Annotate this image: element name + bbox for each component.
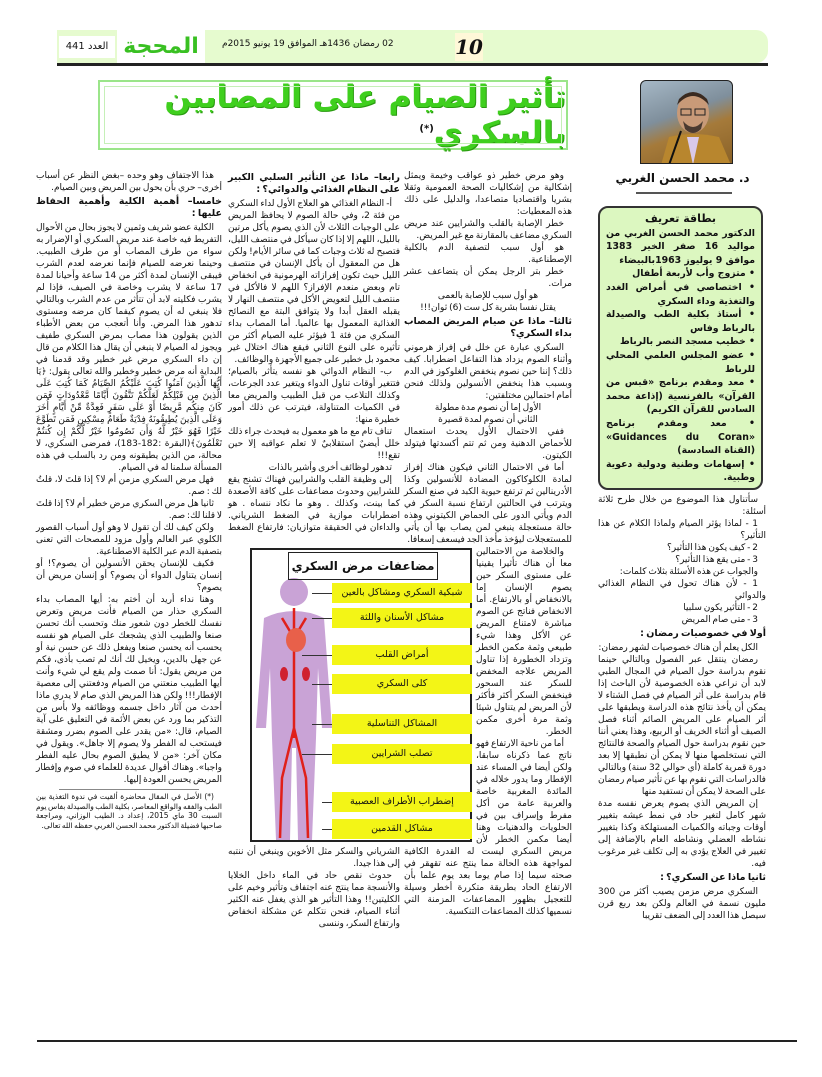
article-title: تأثير الصيام على المصابين بالسكري(*) (164, 79, 566, 151)
paragraph: ب- النظام الدوائي هو نفسه يتأثر بالصيام؛ فتتغير أوقات تناول الدواء ويتغير عدد الجرعات، وكذلك التلاعب من قبل الطبيب والمريض معا في الكميات المتناولة، فيترتب عن ذلك أمور خطيرة منها: (228, 367, 400, 425)
portrait-icon (641, 81, 733, 164)
paragraph: أ- النظام الغذائي هو العلاج الأول لداء السكري من فئة 2، وفي حالة الصوم لا يحافظ المريض على الوجبات الثلاث لأن الذي يصوم يأكل مرتين بالليل، اللهم إلا إذا كان سيأكل في منتصف الليل، فتصبح له ثلاث وجبات كما في سائر الأيام! ولكن هل من المعقول أن يأكل الإنسان في منتصف الليل حيث تكون إفرازاته الهرمونية في انخفاض تام وبعض منعدم الإفراز؟ اللهم لا فالأكل في منتصف الليل لتعويض الأكل في منتصف النهار لا يقبله العقل أبدا ولا يتوافق البتة مع النصائح الغذائية المعمول بها عالميا. أما المصاب بداء السكري من فئة 1 فيؤثر عليه الصيام أكثر من تأثيره على النوع الثاني فيقع هناك اختلال غير محمود بل خطير على جميع الأجهزة والوظائف. (228, 199, 400, 365)
paragraph: هذا الاجتفاف وهو وحده –بغض النظر عن أسباب أخرى– حري بأن يحول بين المريض وبين الصيام. (36, 171, 222, 193)
paragraph: أما في الاحتمال الثاني فيكون هناك إفراز لمادة الكلوكاكون المضادة للأنسولين وكذا الأدرينالين ثم ترتفع حيوية الكبد في صنع السكر ويترتب في الحالتين ارتفاع نسبة السكر في الدم ويأتي الدور على الحماض الكيتوني وهذه حالة مستعجلة ينبغي لمن يصاب بها أن يأتي للمستعجلات ليؤخذ مأخذ الجد فيسعف إسعافا. (404, 463, 572, 545)
paragraph: خطر بتر الرجل يمكن أن يتضاعف عشر مرات. (404, 267, 572, 289)
footnote-text: (*) الأصل في المقال محاضرة ألقيت في ندوة التغذية بين الطب والفقه والواقع المعاصر، بكلية الطب والصيدلة بفاس يوم السبت 30 ماي 2015، إعداد د. الطيب الوزاني، ومراجعة صاحبها فضيلة الدكتور محمد الحسن الغربي حفظه الله تعالى. (36, 792, 222, 830)
paragraph: إلى وظيفة القلب والشرايين فهناك تشنج يقع للشرايين وحدوث مضاعفات على كافة الأصعدة كما بينت، وكذلك . وهو ما نكاد ننساه . هو اضطرابات موازية في الضغط الشرياني. والداءان في الحقيقة متوازيان: فارتفاع الضغط الشرياني والسكر مثل الأخوين وينبغي أن ننتبه إلى هذا جيدا. (228, 475, 400, 869)
bio-item: • اختصاصي في أمراض الغدد والتغذية وداء السكري (606, 281, 755, 307)
bio-heading: بطاقة تعريف (644, 212, 717, 225)
complication-label: المشاكل التناسلية (332, 714, 472, 734)
complication-label: إضطراب الأطراف العصبية (332, 792, 472, 812)
question: 2 - كيف يكون هذا التأثير؟ (667, 543, 758, 553)
paragraph: أما من ناحية الارتفاع فهو ناتج عما ذكرناه سابقا، ولكن أيضا في المساء عند الإفطار وما يدور خلاله في المائدة المغربية خاصة والعربية عامة من أكل مفرط وإسراف بين في الحلويات والدهنيات وهنا أيضا مكمن الخطر لأن مريض السكري ليست له القدرة الكافية لمواجهة هذه الحالة مما ينتج عنه تقهقر في صحته سيما إذا صام يوما بعد يوم علما بأن الارتفاع الحاد بطريقة متكررة أخطر وسيلة للتعجيل بظهور المضاعفات المزمنة التي نسميها كذلك المضاعفات التنكسية. (404, 739, 572, 917)
author-photo (640, 80, 733, 164)
question: 1 - لماذا يؤثر الصيام ولماذا الكلام عن هذا التأثير؟ (598, 519, 766, 541)
paragraph: الكلية عضو شريف وثمين لا يجوز بحال من الأحوال التفريط فيه خاصة عند مريض السكري أو الإضرار به سواء من طرف المصاب أو من طرف الطبيب. وحينما نعرضه للصيام فإنما نعرضه لعدم الشرب فيبقى الإنسان لمدة أكثر من 14 ساعة وأحيانا لمدة 17 ساعة لا يشرب وخاصة في الصيف، فإذا لم يشرب فكليته لابد أن تتأثر من عدم الشرب وبالتالي فلا ينبغي له أن يصوم كيفما كان مرضه ومستوى تدهور هذا المرض. وأنا أتعجب من بعض الأطباء الذين يقولون هذا مصاب بمرض السكري طفيف ويجوز له الصيام لا ينبغي أن يقال هذا الكلام من قال إن داء السكري مرض غير خطير وقد قدمنا في البداية أنه مرض خطير وخطير والله تعالى يقول: ﴿يَا أَيُّهَا الَّذِينَ آمَنُوا كُتِبَ عَلَيْكُمُ الصِّيَامُ كَمَا كُتِبَ عَلَى الَّذِينَ مِن قَبْلِكُمْ لَعَلَّكُمْ تَتَّقُونَ أَيَّامًا مَّعْدُودَاتٍ فَمَن كَانَ مِنكُم مَّرِيضًا أَوْ عَلَى سَفَرٍ فَعِدَّةٌ مِّنْ أَيَّامٍ أُخَرَ وَعَلَى الَّذِينَ يُطِيقُونَهُ فِدْيَةٌ طَعَامُ مِسْكِينٍ فَمَن تَطَوَّعَ خَيْرًا فَهُوَ خَيْرٌ لَّهُ وَأَن تَصُومُوا خَيْرٌ لَّكُمْ إِن كُنتُمْ تَعْلَمُونَ﴾(البقرة :182-183)، فمرضى السكري، لا محالة، من الذين يطيقونه ومن رد بالسلب في هذه المسألة سلمنا له في الصيام. (36, 223, 223, 473)
author-name: د. محمد الحسن الغربي (615, 171, 750, 185)
paragraph: السكري عبارة عن خلل في إفراز هرموني وأثناء الصوم يزداد هذا التفاعل اضطرابا. كيف ذلك؟ إننا حين نصوم ينخفض الغلوكوز في الدم وبسبب هذا ينخفض الأنسولين ولذلك فنحن أمام احتمالين مختلفتين: (404, 343, 572, 401)
header-rule (57, 63, 768, 66)
paragraph: الثاني أن نصوم لمدة قصيرة (438, 415, 538, 425)
masthead (57, 30, 768, 63)
paragraph: والجواب عن هذه الأسئلة بثلاث كلمات: (619, 567, 758, 577)
paragraph: هو أول سبب للإصابة بالعمى (437, 291, 539, 301)
paragraph: الكل يعلم أن هناك خصوصيات لشهر رمضان: (598, 643, 758, 653)
author-bio-card (598, 206, 763, 490)
divider (636, 192, 732, 194)
paragraph: سأتناول هذا الموضوع من خلال طرح ثلاثة أسئلة: (598, 495, 766, 517)
answer: 1 - لأن هناك تحول في النظام الغذائي والدوائي (598, 579, 766, 601)
paragraph: رمضان ينتقل عبر الفصول وبالتالي حينما نقوم بدراسة حول الصيام في المجال الطبي لابد أن نراعي هذه الخصوصية لأن الباحث إذا قام بدراسة على أثر الصيام في فصل الشتاء لا يمكن أن يأخذ نتائج هذه الدراسة ويطبقها على أثر الصيام على المريض الصائم أثناء فصل الصيف أو أثناء الخريف أو الربيع، وهذا يعني أننا حين نقوم بدراسة حول الصيام والصحة فالنتائج التي نستخلصها منها لا يمكن أن نطبقها إلا بعد دورة قمرية كاملة (أي حوالي 32 سنة) وبالتالي فالدراسات التي نقوم بها عن تأثير صيام رمضان على الصحة لا يمكن أن نستفيد منها (598, 655, 767, 797)
bio-item: الدكتور محمد الحسن الغربي من مواليد 16 صفر الخير 1383 موافق 9 يوليوز 1963بالبيضاء (606, 227, 755, 266)
bio-item: • متزوج وأب لأربعة أطفال (632, 268, 755, 280)
bio-item: • إسهامات وطنية ودولية دعوية وطبية. (606, 458, 755, 484)
paragraph: فهل مرض السكري مزمن أم لا؟ إذا قلتَ لا، قلتُ لك : صم. (36, 475, 222, 497)
complication-label: تصلب الشرايين (332, 744, 472, 764)
paragraph: والخلاصة من الاحتمالين معا أن هناك تأثيرا يقينيا على مستوى السكر حين يصوم الإنسان إما بالانخفاض أو بالارتفاع. أما الانخفاض فناتج عن الصوم مباشرة لامتناع المريض عن الأكل وهذا شيء طبيعي وثمة مكمن الخطر وتزداد الخطورة إذا تناول المريض علاجه المخفض للسكر عند السحور فينخفض السكر أكثر فأكثر لأن المريض لم يتناول شيئا وثمة مرة أخرى مكمن الخطر. (476, 547, 572, 737)
complication-label: أمراض القلب (332, 645, 472, 665)
issue-number: العدد 441 (59, 36, 115, 58)
section-heading: رابعا– ماذا عن التأثير السلبي الكبير على النظام الغذائي والدوائي؟ : (228, 172, 400, 195)
section-heading: ثالثا– ماذا عن صيام المريض المصاب بداء السكري؟ (404, 316, 572, 339)
answer: 3 - متى صام المريض (681, 615, 758, 625)
complication-label: مشاكل الأسنان واللثة (332, 608, 472, 628)
paragraph: هو أول سبب لتصفية الدم بالكلية الإصطناعية. (404, 243, 572, 265)
paragraph: ولكن كيف لك أن تقول لا وهو أول أسباب القصور الكلوي عبر العالم وأول مزود للمصحات التي تعنى بتصفية الدم عبر الكلية الاصطناعية. (36, 523, 222, 557)
answer: 2 - التأثير يكون سلبيا (683, 603, 758, 613)
column-1 (598, 494, 766, 922)
question: 3 - متى يقع هذا التأثير؟ (675, 555, 758, 565)
paragraph: حدوث نقص حاد في الماء داخل الخلايا والأنسجة مما ينتج عنه اجتفاف وتأثير وخيم على الكليتين!! وهذا التأثير هو الذي يغفل عنه الكثير أثناء الصيام، فنحن نتكلم عن مشكلة انخفاض وارتفاع السكر، وننسى (228, 871, 400, 929)
publication-logo: المحجة (117, 30, 205, 63)
bio-item: • عضو المجلس العلمي المحلي للرباط (606, 349, 755, 375)
complication-label: شبكية السكري ومشاكل بالعين (332, 583, 472, 603)
page-number: 10 (455, 35, 483, 59)
section-heading: خامسا– أهمية الكلية وأهمية الحفاظ عليها : (36, 196, 222, 219)
paragraph: وهو مرض خطير ذو عواقب وخيمة ويمثل إشكالية من إشكاليات الصحة العمومية وثقلا بشريا واقتصاديا متصاعدا، والدليل على ذلك هذه المعطيات: (404, 171, 572, 217)
infographic-title: مضاعفات مرض السكري (288, 552, 438, 580)
paragraph: ثانيا هل مرض السكري مرض خطير أم لا؟ إذا قلتَ لا قلنا لك: صم. (36, 499, 222, 521)
complication-label: كلى السكري (332, 674, 472, 694)
bio-item: • خطيب مسجد النصر بالرباط (619, 336, 755, 348)
bio-item: • أستاذ بكلية الطب والصيدلة بالرباط وفاس (606, 309, 755, 334)
title-footnote-marker: (*) (419, 123, 434, 135)
footer-rule (37, 1040, 797, 1042)
bio-item: • معد ومقدم برنامج «قبس من القرآن» بالفرنسية (إذاعة محمد السادس للقرآن الكريم) (606, 377, 755, 416)
paragraph: يقتل نفسا بشرية كل ست (6) ثوان!!! (420, 303, 556, 313)
paragraph: خطر الإصابة بالقلب والشرايين عند مريض السكري مضاعف بالمقارنة مع غير المريض. (404, 219, 572, 241)
column-4 (36, 170, 222, 830)
section-heading: ثانيا ماذا عن السكري؟ : (660, 872, 766, 883)
paragraph: ففي الاحتمال الأول يحدث استعمال للأحماض الدهنية ومن ثم تتم أكسدتها فيتولد الكيتون. (404, 427, 572, 461)
paragraph: تناف تام مع ما هو معمول به فيحدث جراء ذلك خلل أيضيٌ استقلابيٌ لا تعلم عواقبه إلا حين تقع!!! (228, 427, 400, 461)
section-heading: أولا في خصوصيات رمضان : (640, 628, 766, 639)
paragraph: وهنا نداء أريد أن أختم به: أيها المصاب بداء السكري حذار من الصيام فأنت مريض وتعرض نفسك للخطر دون شعور منك وتحسب أنك تحسن صنعا والطبيب الذي يشجعك على الصيام هو نفسه يحسب أنه يحسن صنعا ويفعل ذلك عن حسن نية أو عن جهل بالدين، ويخيل لك أنك لم تصب بأذى، فكم من مريض يقول: أنا صمت ولم يقع لي شيء وأنت أيها الطبيب منعتني من الصيام ودفعتني إلى معصية الإفطار!!! ولكن هذا المريض الذي صام لا يدري ماذا أحدث من آثار داخل جسمه ووظائفه ولا بأس من التذكير بما ورد عن بعض الأئمة في التعليق على آية الصيام، قال: «من يقدر على الصوم بضرر ومشقة فيستحب له الفطر ولا يصوم إلا جاهل». ويقول في مكان آخر: «من لا يطيق الصوم بحال عليه الفطر واجبا». وهناك أقوال عديدة للعلماء في صوم وإفطار المريض يحسن العودة إليها. (36, 595, 222, 785)
paragraph: السكري مرض مزمن يصيب أكثر من 300 مليون نسمة في العالم ولكن بعد ربع قرن سيصل هذا العدد إلى الضعف تقريبا (598, 887, 766, 921)
bio-item: • معد ومقدم برنامج «Guidances du Coran» (القناة السادسة) (606, 417, 755, 457)
footnote-divider (59, 789, 199, 790)
paragraph: تدهور لوظائف أخرى وأشير بالذات (268, 463, 392, 473)
title-frame (98, 80, 568, 150)
paragraph: إن المريض الذي يصوم يعرض نفسه مدة شهر كامل لتغير حاد في نمط عيشه بتغيير أوقات وجباته والكميات المستهلكة وكذا بتغيير نشاطه العضلي ونشاطه العام بالإضافة إلى تغيير في العلاج يؤدي به إلى تكلف غير مرغوب فيه. (598, 799, 766, 869)
issue-date: 02 رمضان 1436هـ الموافق 19 يونيو 2015م (222, 39, 394, 49)
paragraph: فكيف للإنسان يحقن الأنسولين أن يصوم؟! أو إنسان يتناول الدواء أن يصوم؟ أو إنسان مريض أن يصوم؟ (36, 559, 222, 593)
paragraph: الأول إما أن نصوم مدة مطولة (434, 403, 542, 413)
complication-label: مشاكل القدمين (332, 819, 472, 839)
diabetes-complications-infographic (250, 548, 472, 842)
